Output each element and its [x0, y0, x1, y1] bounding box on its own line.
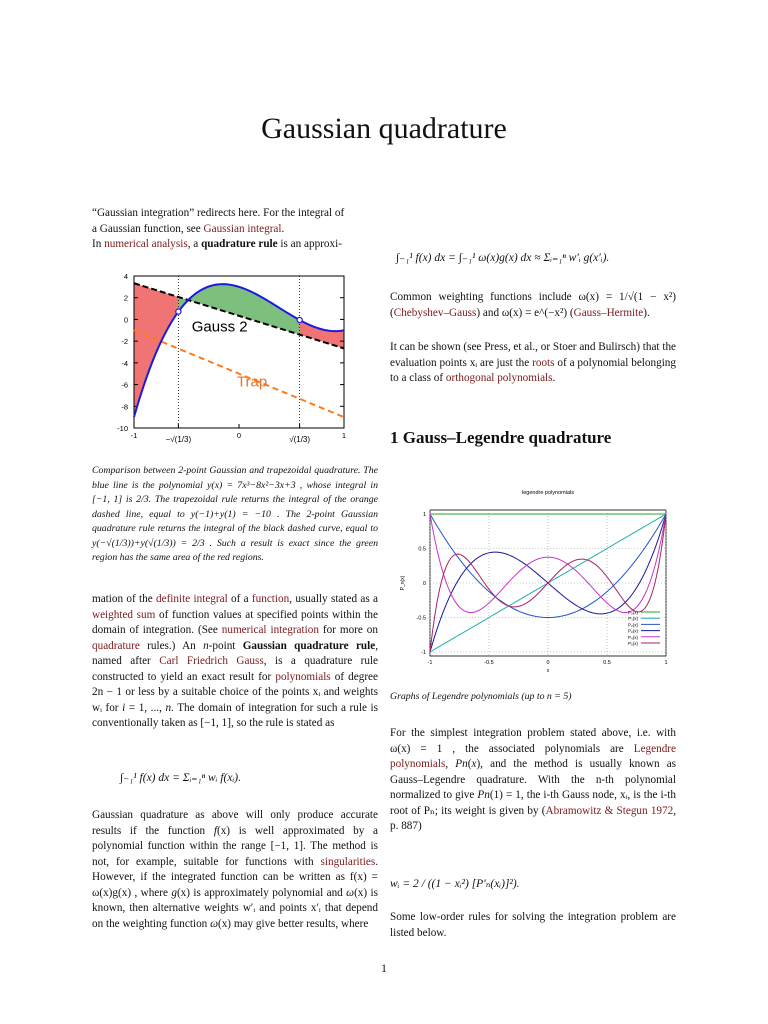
legendre-p2-line [430, 514, 666, 618]
inline-link[interactable]: definite integral [156, 593, 228, 605]
legend-label: P₄(x) [627, 634, 638, 640]
inline-text: Gaussian quadrature rule [242, 639, 376, 652]
inline-text: , named after [92, 639, 379, 667]
inline-text: f [213, 824, 217, 837]
inline-link[interactable]: Chebyshev–Gauss [393, 306, 477, 319]
inline-text: , p. 887) [390, 804, 676, 832]
gauss-node-point [176, 309, 181, 314]
inline-link[interactable]: orthogonal polynomials [445, 372, 553, 384]
y-tick-label: 0.5 [418, 546, 426, 553]
redirect-text: “Gaussian integration” redirects here. For the integral of [92, 207, 345, 219]
inline-text: (x) may give better results, where [217, 917, 369, 930]
inline-link[interactable]: Gauss–Hermite [573, 306, 644, 319]
legend-label: P₃(x) [627, 628, 638, 634]
equation-2: ∫₋₁¹ f(x) dx = ∫₋₁¹ ω(x)g(x) dx ≈ Σᵢ₌₁ⁿ w′ᵢ g(x′ᵢ). [396, 252, 610, 264]
x-tick-label: −√(1/3) [165, 435, 192, 444]
x-tick-label: -1 [427, 660, 433, 666]
x-axis-label: x [546, 668, 550, 674]
body-paragraph-3 [390, 290, 676, 321]
body-paragraph-2 [92, 808, 378, 932]
legend-label: P₁(x) [628, 616, 638, 622]
figure-caption-2: Graphs of Legendre polynomials (up to n = 5) [390, 691, 572, 702]
inline-text: Common weighting functions include ω(x) = 1/√(1 − x²) ( [390, 291, 676, 319]
y-tick-label: 1 [422, 512, 426, 518]
body-paragraph-5 [390, 726, 676, 835]
y-axis-label: P_n(x) [400, 575, 406, 591]
numerical-analysis-link[interactable]: numerical analysis [104, 238, 188, 250]
inline-text: n [165, 701, 172, 714]
inline-text: for more on [318, 624, 378, 636]
inline-text: n [203, 639, 209, 652]
intro-text: In [92, 238, 105, 250]
inline-text: of a [227, 593, 252, 605]
x-tick-label: 1 [664, 660, 668, 666]
inline-text: i [122, 701, 126, 714]
inline-text: , [445, 758, 456, 770]
inline-text: (1) = 1, the i-th Gauss node, xᵢ, is the i-th root of Pₙ; its weight is given by ( [390, 789, 676, 817]
inline-text: of function values at specified points within the domain of integration. (See [92, 608, 378, 636]
gaussian-integral-link[interactable]: Gaussian integral [203, 222, 282, 235]
inline-text: , is a quadrature rule constructed to yield an exact result for [92, 655, 379, 683]
y-tick-label: 0 [123, 315, 128, 325]
inline-link[interactable]: function [251, 593, 290, 605]
inline-text: (x) is approximately polynomial and [176, 886, 347, 899]
inline-link[interactable]: singularities [320, 855, 376, 868]
inline-link[interactable]: polynomials [275, 670, 331, 683]
intro-text-b: , a [187, 238, 202, 250]
body-paragraph-4 [390, 340, 676, 387]
x-tick-label: -0.5 [484, 660, 494, 666]
y-tick-label: 0 [422, 581, 426, 587]
x-tick-label: 1 [341, 431, 347, 440]
inline-text: . [552, 372, 556, 384]
x-tick-label: 0 [236, 431, 242, 440]
inline-link[interactable]: Legendre polynomials [390, 742, 676, 770]
body-paragraph-6: Some low-order rules for solving the integration problem are listed below. [390, 911, 676, 939]
inline-text: Pn [455, 758, 468, 770]
inline-text: rules.) An [139, 639, 204, 652]
page-title: Gaussian quadrature [261, 112, 507, 145]
legend-label: P₀(x) [627, 610, 638, 615]
y-tick-label: -6 [121, 380, 128, 390]
quadrature-rule-term: quadrature rule [201, 238, 278, 250]
inline-text: ω [346, 886, 355, 899]
body-paragraph-1 [92, 592, 378, 732]
inline-text: of a polynomial belonging to a class of [390, 356, 676, 384]
inline-link[interactable]: numerical integration [221, 624, 319, 636]
section-heading: 1 Gauss–Legendre quadrature [390, 428, 612, 447]
inline-text: of degree 2n − 1 or less by a suitable choice of the points xᵢ and weights wᵢ for [92, 670, 378, 714]
inline-text: g [171, 886, 177, 899]
inline-link[interactable]: Abramowitz & Stegun 1972 [545, 804, 674, 817]
inline-text: = 1, ..., [125, 701, 166, 714]
inline-text: ), and the method is usually known as Gauss–Legendre quadrature. With the n-th polynomial normalized to give [390, 758, 677, 801]
legend-label: P₅(x) [627, 641, 638, 646]
y-tick-label: -2 [121, 337, 128, 347]
x-tick-label: -1 [130, 431, 138, 440]
equation-1: ∫₋₁¹ f(x) dx = Σᵢ₌₁ⁿ wᵢ f(xᵢ). [120, 772, 241, 784]
inline-text: It can be shown (see Press, et al., or Stoer and Bulirsch) that the evaluation points xᵢ are just the [390, 341, 676, 369]
inline-link[interactable]: weighted sum [92, 608, 156, 621]
inline-link[interactable]: Carl Friedrich Gauss [159, 655, 264, 667]
x-tick-label: √(1/3) [289, 435, 311, 444]
figure-caption: Comparison between 2-point Gaussian and trapezoidal quadrature. The blue line is the polynomial y(x) = 7x³−8x²−3x+3 , whose integral in [−1, 1] is 2/3. The trapezoidal rule returns the integral of the orange dashed line, equal to y(−1)+y(1) = −10 . The 2-point Gaussian quadrature rule returns the integral of the black dashed curve, equal to y(−√(1/3))+y(√(1/3)) = 2/3 . Such a result is exact since the green region has the same area of the red regions. [92, 465, 378, 563]
page-number: 1 [381, 961, 387, 975]
redirect-end: . [281, 222, 285, 235]
inline-text: ) and ω(x) = e^(−x²) ( [476, 306, 574, 319]
y-tick-label: -1 [421, 650, 426, 656]
inline-text: ). [643, 306, 650, 319]
inline-text: Gaussian quadrature as above will only produce accurate results if the function [92, 809, 378, 837]
x-tick-label: 0 [546, 660, 550, 666]
inline-text: ( [467, 758, 472, 770]
y-tick-label: 4 [123, 272, 128, 281]
gauss-node-point [297, 317, 302, 322]
inline-text: . However, if the integrated function can be written as f(x) = ω(x)g(x) , where [92, 855, 378, 899]
inline-text: mation of the [92, 593, 157, 605]
redirect-note [92, 206, 378, 253]
chart-title: legendre polynomials [522, 490, 574, 496]
inline-text: ω [210, 917, 218, 930]
y-tick-label: 2 [123, 293, 128, 303]
y-tick-label: -0.5 [416, 615, 426, 622]
inline-text: -point [208, 639, 243, 652]
gauss-vs-trap-chart [92, 268, 382, 458]
redirect-text-2: a Gaussian function, see [92, 222, 204, 235]
equation-3: wᵢ = 2 / ((1 − xᵢ²) [P′ₙ(xᵢ)]²). [390, 878, 520, 890]
y-tick-label: -4 [121, 358, 128, 368]
y-tick-label: -10 [117, 424, 128, 433]
inline-text: . The domain of integration for such a rule is conventionally taken as [−1, 1], so the rule is stated as [92, 701, 378, 729]
inline-text: , usually stated as a [289, 593, 378, 605]
inline-link[interactable]: roots [532, 356, 555, 369]
inline-text: (x) is known, then alternative weights w′ᵢ and points x′ᵢ that depend on the weighting function [92, 886, 378, 930]
inline-text: x [471, 758, 477, 770]
trap-label: Trap [236, 373, 268, 391]
gauss-2-label: Gauss 2 [191, 318, 248, 336]
inline-text: (x) is well approximated by a polynomial function within the range [−1, 1]. The method is not, for example, suitable for functions with [92, 824, 378, 868]
inline-text: For the simplest integration problem stated above, i.e. with ω(x) = 1 , the associated polynomials are [390, 727, 676, 755]
legend-label: P₂(x) [628, 622, 638, 628]
intro-text-c: is an approxi- [277, 238, 342, 250]
inline-text: Pn [477, 789, 490, 801]
x-tick-label: 0.5 [603, 660, 611, 666]
inline-link[interactable]: quadrature [92, 639, 140, 652]
legendre-chart [390, 484, 680, 684]
y-tick-label: -8 [121, 402, 128, 412]
